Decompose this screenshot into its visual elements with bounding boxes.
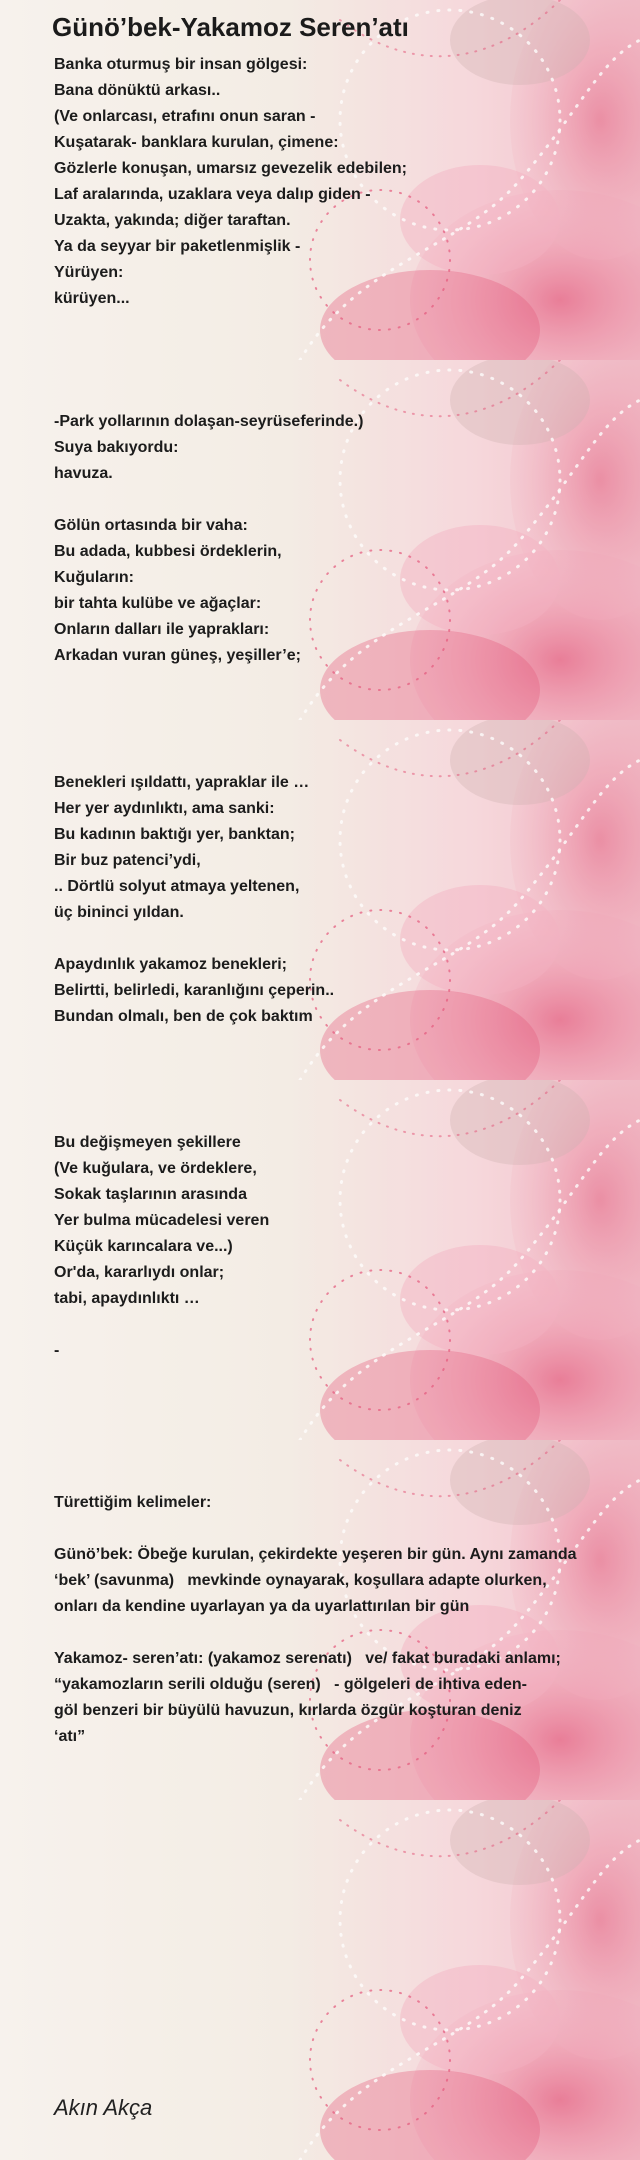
poem-line: havuza. <box>54 465 113 482</box>
poem-line: onları da kendine uyarlayan ya da uyarlattırılan bir gün <box>54 1598 470 1615</box>
poem-line: ‘bek’ (savunma) mevkinde oynayarak, koşullara adapte olurken, <box>54 1572 547 1589</box>
poem-title: Günö’bek-Yakamoz Seren’atı <box>52 12 409 42</box>
poem-line: göl benzeri bir büyülü havuzun, kırlarda özgür koşturan deniz <box>54 1702 522 1719</box>
stanza <box>54 1130 269 1312</box>
poem-line: Bana dönüktü arkası.. <box>54 82 221 99</box>
poem-line: -Park yollarının dolaşan-seyrüseferinde.) <box>54 413 364 430</box>
poem-line: üç bininci yıldan. <box>54 904 184 921</box>
poem-line: Belirtti, belirledi, karanlığını çeperin.. <box>54 982 335 999</box>
poem-line: Bundan olmalı, ben de çok baktım <box>54 1008 313 1025</box>
stanza <box>54 1646 561 1750</box>
poem-line: Her yer aydınlıktı, ama sanki: <box>54 800 275 817</box>
poem-line: .. Dörtlü solyut atmaya yeltenen, <box>54 878 300 895</box>
poem-line: Bu değişmeyen şekillere <box>54 1134 241 1151</box>
poem-line: tabi, apaydınlıktı … <box>54 1290 200 1307</box>
poem-line: Bir buz patenci’ydi, <box>54 852 201 869</box>
poem-line: Banka oturmuş bir insan gölgesi: <box>54 56 308 73</box>
poem-line: Kuğuların: <box>54 569 134 586</box>
stanza <box>54 52 407 312</box>
poem-line: Sokak taşlarının arasında <box>54 1186 247 1203</box>
stanza <box>54 770 309 926</box>
poem-line: Ya da seyyar bir paketlenmişlik - <box>54 238 301 255</box>
stanza <box>54 513 301 669</box>
poem-line: Bu adada, kubbesi ördeklerin, <box>54 543 282 560</box>
poem-line: Laf aralarında, uzaklara veya dalıp giden - <box>54 186 371 203</box>
poem-line: Benekleri ışıldattı, yapraklar ile … <box>54 774 310 791</box>
stanza <box>54 409 363 487</box>
stanza <box>54 1338 59 1364</box>
poem-line: - <box>54 1342 60 1359</box>
poem-line: Apaydınlık yakamoz benekleri; <box>54 956 287 973</box>
poem-line: Onların dalları ile yaprakları: <box>54 621 270 638</box>
poem-line: (Ve onlarcası, etrafını onun saran - <box>54 108 316 125</box>
poem-line: Uzakta, yakında; diğer taraftan. <box>54 212 291 229</box>
poem-line: Yürüyen: <box>54 264 124 281</box>
stanza <box>54 1542 577 1620</box>
poem-line: ‘atı” <box>54 1728 86 1745</box>
author-name: Akın Akça <box>54 2095 153 2120</box>
poem-line: Yakamoz- seren’atı: (yakamoz serenatı) ve/ fakat buradaki anlamı; <box>54 1650 561 1667</box>
poem-line: Or'da, kararlıydı onlar; <box>54 1264 225 1281</box>
poem-line: Gölün ortasında bir vaha: <box>54 517 248 534</box>
poem-line: Günö’bek: Öbeğe kurulan, çekirdekte yeşeren bir gün. Aynı zamanda <box>54 1546 577 1563</box>
poem-line: Arkadan vuran güneş, yeşiller’e; <box>54 647 301 664</box>
poem-line: Küçük karıncalara ve...) <box>54 1238 233 1255</box>
poem-line: Yer bulma mücadelesi veren <box>54 1212 270 1229</box>
poem-line: Gözlerle konuşan, umarsız gevezelik edebilen; <box>54 160 408 177</box>
poem-line: kürüyen... <box>54 290 130 307</box>
poem-line: “yakamozların serili olduğu (seren) - gölgeleri de ihtiva eden- <box>54 1676 527 1693</box>
poem-line: Bu kadının baktığı yer, banktan; <box>54 826 295 843</box>
poem-line: Kuşatarak- banklara kurulan, çimene: <box>54 134 339 151</box>
poem-line: Türettiğim kelimeler: <box>54 1494 212 1511</box>
stanza <box>54 952 334 1030</box>
poem-line: Suya bakıyordu: <box>54 439 179 456</box>
stanza <box>54 1490 211 1516</box>
poem-line: (Ve kuğulara, ve ördeklere, <box>54 1160 257 1177</box>
poem-line: bir tahta kulübe ve ağaçlar: <box>54 595 262 612</box>
